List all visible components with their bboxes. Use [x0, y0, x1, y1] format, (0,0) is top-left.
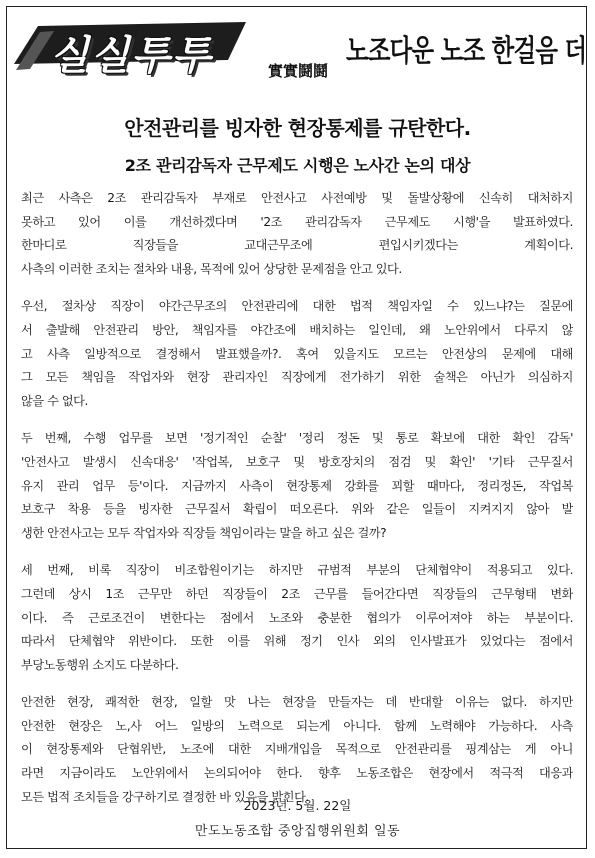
paragraph-line: 최근 사측은 2조 관리감독자 부재로 안전사고 사전예방 및 돌발상황에 신속히 대처하지	[21, 191, 573, 205]
paragraph	[21, 187, 573, 281]
logo-text: 실실투투	[50, 33, 213, 79]
paragraph-line: 우선, 절차상 직장이 야간근무조의 안전관리에 대한 법적 책임자일 수 있느냐?는 질문에	[21, 299, 573, 314]
header-banner	[6, 6, 587, 94]
paragraph-line: 고 사측 일방적으로 결정해서 발표했을까?. 혹여 있을지도 모르는 안전상의 문제에 대해	[21, 346, 573, 361]
paragraph-line: 그런데 상시 1조 근무만 하던 직장들이 2조 근무를 들어간다면 직장들의 근무형태 변화	[21, 586, 573, 601]
paragraph-line: 이다. 즉 근로조건이 변한다는 점에서 노조와 충분한 협의가 이루어져야 하는 부분이다.	[21, 610, 573, 625]
date-line: 2023년. 5월. 22일	[243, 798, 352, 813]
paragraph-line: 서 출발해 안전관리 방안, 책임자를 야간조에 배치하는 일인데, 왜 노안위에서 다루지 않	[21, 322, 573, 337]
paragraph-line: 세 번째, 비록 직장이 비조합원이기는 하지만 규범적 부분의 단체협약이 적용되고 있다.	[21, 563, 573, 578]
signature: 만도노동조합 중앙집행위원회 일동	[194, 824, 401, 839]
paragraph-line: 생한 안전사고는 모두 작업자와 직장들 책임이라는 말을 하고 싶은 걸까?	[21, 525, 387, 540]
paragraph	[21, 295, 573, 413]
paragraph-line: '안전사고 발생시 신속대응' '작업복, 보호구 및 방호장치의 점검 및 확인' '기타 근무질서	[21, 454, 573, 469]
page-title: 안전관리를 빙자한 현장통제를 규탄한다.	[124, 116, 471, 140]
paragraph-line: 라면 지금이라도 노안위에서 논의되어야 한다. 향후 노동조합은 현장에서 적극적 대응과	[21, 766, 573, 781]
paragraph-line: 사측의 이러한 조치는 절차와 내용, 목적에 있어 상당한 문제점을 안고 있다.	[21, 261, 402, 276]
paragraph-line: 안전한 현장, 쾌적한 현장, 일할 맛 나는 현장을 만들자는 데 반대할 이유는 없다. 하지만	[21, 695, 573, 710]
paragraph-line: 두 번째, 수행 업무를 보면 '정기적인 순찰' '정리 정돈 및 통로 확보에 대한 확인 감독'	[21, 431, 573, 446]
paragraph-line: 안전한 현장은 노,사 어느 일방의 노력으로 되는게 아니다. 함께 노력해야 가능하다. 사측	[21, 718, 573, 733]
slogan: 노조다운 노조 한걸음 더	[346, 34, 587, 69]
paragraph-line: 부당노동행위 소지도 다분하다.	[21, 657, 179, 672]
paragraph	[21, 559, 573, 677]
paragraph-line: 않을 수 없다.	[21, 393, 88, 408]
logo-hanja: 實實鬪鬪	[268, 62, 329, 80]
paragraph-line: 한마디로 직장들을 교대근무조에 편입시키겠다는 계획이다.	[21, 238, 573, 253]
paragraph	[21, 427, 573, 545]
page-subtitle: 2조 관리감독자 근무제도 시행은 노사간 논의 대상	[124, 156, 471, 175]
paragraph-line: 유지 관리 업무 등'이다. 지금까지 사측이 현장통제 강화를 꾀할 때마다, 정리정돈, 작업복	[21, 478, 573, 493]
paragraph-line: 그 모든 책임을 작업자와 현장 관리자인 직장에게 전가하기 위한 술책은 아닌가 의심하지	[21, 370, 573, 385]
paragraph-line: 이 현장통제와 단협위반, 노조에 대한 지배개입을 목적으로 안전관리를 핑계삼는 게 아니	[21, 742, 573, 757]
paragraph	[21, 691, 573, 809]
paragraph-line: 못하고 있어 이를 개선하겠다며 '2조 관리감독자 근무제도 시행'을 발표하였다.	[21, 214, 573, 229]
paragraph-line: 보호구 착용 등을 빙자한 근무질서 확립이 떠오른다. 위와 같은 일들이 지켜지지 않아 발	[21, 502, 573, 517]
paragraph-line: 따라서 단체협약 위반이다. 또한 이를 위해 정기 인사 외의 인사발표가 있었다는 점에서	[21, 634, 573, 649]
article-body	[21, 187, 573, 823]
paragraph-line: 모든 법적 조치들을 강구하기로 결정한 바 있음을 밝힌다.	[21, 789, 309, 804]
